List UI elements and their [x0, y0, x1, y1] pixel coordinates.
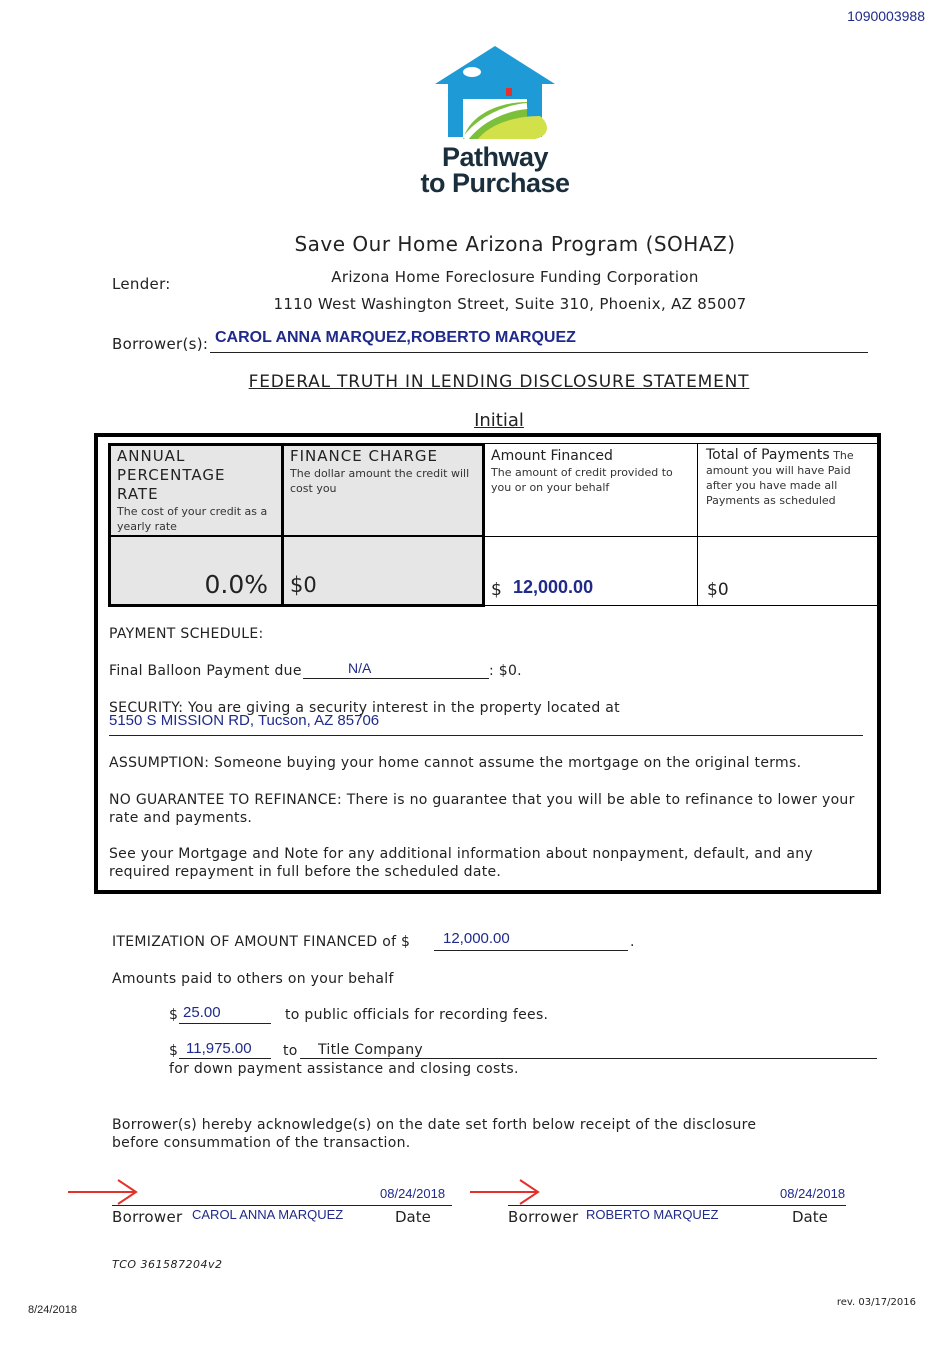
- title-amount-line: [179, 1058, 271, 1059]
- logo-line-2: to Purchase: [420, 168, 570, 198]
- recording-fee-field[interactable]: 25.00: [183, 1004, 221, 1021]
- payment-schedule-label: PAYMENT SCHEDULE:: [109, 626, 264, 642]
- signature-line-1: [112, 1205, 452, 1206]
- logo-line-1: Pathway: [441, 142, 549, 172]
- balloon-label: Final Balloon Payment due: [109, 663, 302, 679]
- statement-title: FEDERAL TRUTH IN LENDING DISCLOSURE STATEMENT: [248, 372, 750, 392]
- itemization-label: ITEMIZATION OF AMOUNT FINANCED of $: [112, 934, 411, 950]
- amount-financed-desc: The amount of credit provided to you or on your behalf: [491, 466, 673, 494]
- balloon-amount: : $0.: [489, 663, 522, 679]
- itemization-line: [434, 950, 628, 951]
- paid-others-label: Amounts paid to others on your behalf: [112, 971, 394, 987]
- title-payee-line: [300, 1058, 877, 1059]
- signature-date-2[interactable]: 08/24/2018: [780, 1186, 846, 1201]
- apr-title: ANNUAL PERCENTAGE RATE: [117, 447, 226, 503]
- divider: [484, 536, 878, 537]
- title-payee: Title Company: [318, 1042, 423, 1058]
- borrowers-line: [210, 352, 868, 353]
- title-to: to: [283, 1043, 298, 1059]
- recording-currency: $: [169, 1007, 179, 1023]
- program-title: Save Our Home Arizona Program (SOHAZ): [294, 232, 736, 256]
- recording-text: to public officials for recording fees.: [285, 1007, 549, 1023]
- title-text: for down payment assistance and closing costs.: [169, 1061, 519, 1077]
- date-label-2: Date: [792, 1208, 828, 1226]
- form-code: TCO 361587204v2: [112, 1258, 223, 1271]
- divider: [108, 535, 485, 537]
- borrower-label-1: Borrower: [112, 1208, 183, 1226]
- borrower-label-2: Borrower: [508, 1208, 579, 1226]
- sign-here-arrow-icon: [470, 1178, 542, 1206]
- security-text: SECURITY: You are giving a security interest in the property located at: [109, 700, 620, 716]
- title-currency: $: [169, 1043, 179, 1059]
- divider: [697, 443, 698, 606]
- amount-financed-header: [491, 448, 691, 495]
- total-payments-desc: The amount you will have Paid after you have made all Payments as scheduled: [706, 449, 854, 507]
- apr-header: [117, 447, 272, 534]
- itemization-period: .: [630, 934, 635, 950]
- balloon-line: [303, 678, 489, 679]
- finance-charge-desc: The dollar amount the credit will cost you: [290, 467, 470, 495]
- no-guarantee-text: NO GUARANTEE TO REFINANCE: There is no guarantee that you will be able to refinance to lower your rate and payments.: [109, 792, 855, 826]
- security-address-field[interactable]: 5150 S MISSION RD, Tucson, AZ 85706: [109, 712, 380, 729]
- balloon-date-field[interactable]: N/A: [348, 660, 372, 676]
- amount-financed-title: Amount Financed: [491, 448, 613, 464]
- signature-date-1[interactable]: 08/24/2018: [380, 1186, 446, 1201]
- borrower-name-1: CAROL ANNA MARQUEZ: [192, 1207, 344, 1222]
- footer-date: 8/24/2018: [28, 1304, 77, 1316]
- borrowers-field[interactable]: CAROL ANNA MARQUEZ,ROBERTO MARQUEZ: [215, 329, 576, 346]
- lender-address: 1110 West Washington Street, Suite 310, Phoenix, AZ 85007: [273, 295, 747, 313]
- amount-financed-field[interactable]: 12,000.00: [513, 577, 594, 597]
- title-amount-field[interactable]: 11,975.00: [186, 1040, 252, 1057]
- security-line: [109, 735, 863, 736]
- see-mortgage-text: See your Mortgage and Note for any additional information about nonpayment, default, and any required repayment in full before the scheduled date.: [109, 846, 814, 880]
- apr-desc: The cost of your credit as a yearly rate: [117, 505, 268, 533]
- pathway-logo: [410, 44, 580, 204]
- statement-type: Initial: [474, 410, 524, 431]
- document-number: 1090003988: [847, 8, 925, 24]
- total-payments-title: Total of Payments: [706, 447, 830, 463]
- total-payments-header: [706, 448, 874, 508]
- sign-here-arrow-icon: [68, 1178, 140, 1206]
- date-label-1: Date: [395, 1208, 431, 1226]
- finance-charge-value: $0: [290, 573, 317, 597]
- borrowers-label: Borrower(s):: [112, 335, 209, 353]
- lender-name: Arizona Home Foreclosure Funding Corporation: [331, 268, 699, 286]
- total-payments-value: $0: [707, 580, 729, 600]
- house-logo-icon: [410, 44, 580, 144]
- lender-label: Lender:: [112, 275, 171, 293]
- borrower-name-2: ROBERTO MARQUEZ: [586, 1207, 719, 1222]
- assumption-text: ASSUMPTION: Someone buying your home cannot assume the mortgage on the original terms.: [109, 755, 802, 771]
- finance-charge-header: [290, 447, 475, 496]
- apr-value: 0.0%: [204, 570, 268, 599]
- finance-charge-title: FINANCE CHARGE: [290, 447, 439, 465]
- amount-financed-currency: $: [491, 580, 502, 600]
- acknowledgement-text: Borrower(s) hereby acknowledge(s) on the date set forth below receipt of the disclosure before consummation of the transaction.: [112, 1117, 757, 1151]
- revision: rev. 03/17/2016: [836, 1297, 916, 1308]
- recording-line: [179, 1023, 271, 1024]
- divider: [281, 443, 284, 607]
- itemization-amount-field[interactable]: 12,000.00: [443, 930, 510, 947]
- signature-line-2: [508, 1205, 846, 1206]
